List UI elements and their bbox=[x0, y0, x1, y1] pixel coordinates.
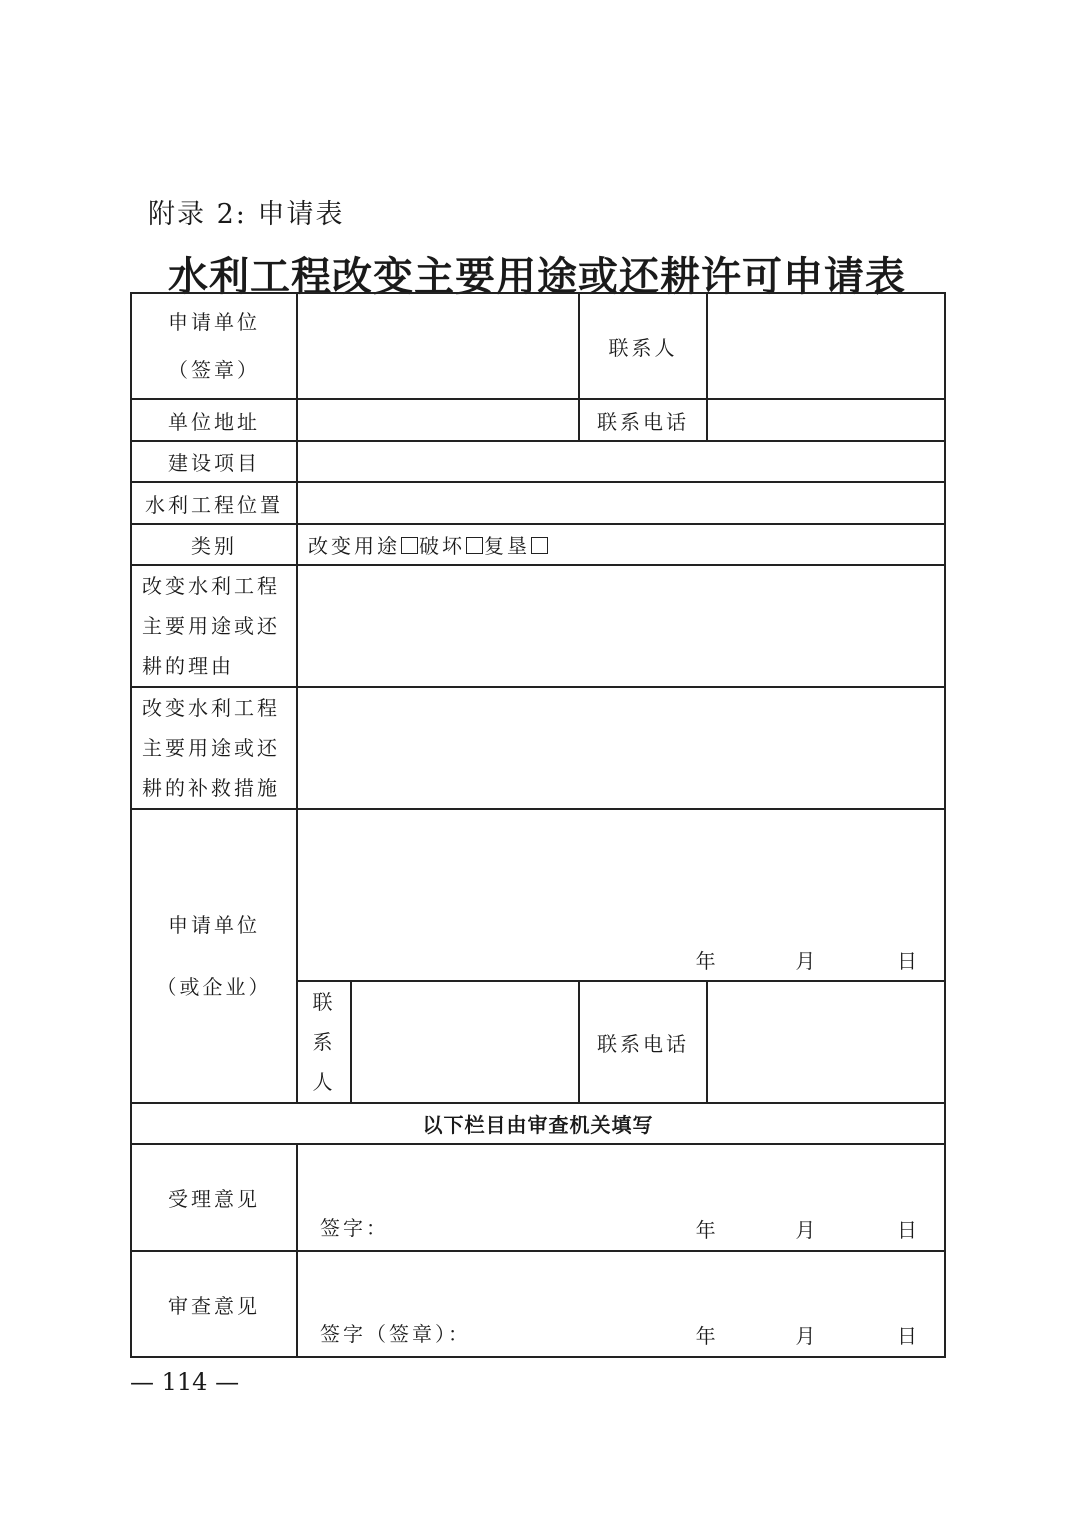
company-label-note: （或企业） bbox=[156, 975, 272, 999]
application-form-table bbox=[130, 292, 946, 1358]
month-label: 月 bbox=[795, 1324, 819, 1348]
option-reclaim-label: 复垦 bbox=[484, 534, 530, 558]
measures-label-cell bbox=[131, 687, 297, 809]
company-date bbox=[696, 945, 920, 974]
day-label: 日 bbox=[897, 949, 921, 973]
day-label: 日 bbox=[897, 1324, 921, 1348]
company-label-cell bbox=[131, 809, 297, 1103]
company-phone-label: 联系电话 bbox=[579, 981, 707, 1103]
acceptance-field[interactable] bbox=[297, 1144, 945, 1251]
acceptance-date bbox=[696, 1214, 920, 1243]
reason-field[interactable] bbox=[297, 565, 945, 687]
applicant-label-cell bbox=[131, 293, 297, 399]
company-contact-label-cell bbox=[297, 981, 351, 1103]
year-label: 年 bbox=[695, 1324, 719, 1348]
acceptance-row bbox=[131, 1144, 945, 1251]
year-label: 年 bbox=[695, 1218, 719, 1242]
measures-label-line: 改变水利工程 bbox=[142, 696, 280, 720]
review-header-row bbox=[131, 1103, 945, 1144]
address-row bbox=[131, 399, 945, 441]
checkbox-reclaim[interactable] bbox=[531, 537, 548, 554]
project-field[interactable] bbox=[297, 441, 945, 482]
measures-field[interactable] bbox=[297, 687, 945, 809]
project-label: 建设项目 bbox=[131, 441, 297, 482]
examination-date bbox=[696, 1320, 920, 1349]
year-label: 年 bbox=[695, 949, 719, 973]
reason-label-cell bbox=[131, 565, 297, 687]
contact-char: 联 bbox=[312, 990, 336, 1014]
company-field[interactable] bbox=[297, 809, 945, 981]
checkbox-change-use[interactable] bbox=[401, 537, 418, 554]
form-title: 水利工程改变主要用途或还耕许可申请表 bbox=[168, 253, 906, 300]
month-label: 月 bbox=[795, 949, 819, 973]
company-contact-field[interactable] bbox=[351, 981, 579, 1103]
phone-field[interactable] bbox=[707, 399, 945, 441]
option-change-use-label: 改变用途 bbox=[308, 534, 400, 558]
reason-label-line: 耕的理由 bbox=[142, 654, 234, 678]
contact-label: 联系人 bbox=[579, 293, 707, 399]
address-label: 单位地址 bbox=[131, 399, 297, 441]
category-label: 类别 bbox=[131, 524, 297, 565]
acceptance-label: 受理意见 bbox=[131, 1144, 297, 1251]
location-field[interactable] bbox=[297, 482, 945, 524]
location-row bbox=[131, 482, 945, 524]
company-label: 申请单位 bbox=[168, 913, 260, 937]
project-row bbox=[131, 441, 945, 482]
examination-field[interactable] bbox=[297, 1251, 945, 1357]
option-damage-label: 破坏 bbox=[419, 534, 465, 558]
contact-char: 系 bbox=[312, 1030, 336, 1054]
measures-label-line: 耕的补救措施 bbox=[142, 776, 280, 800]
category-options bbox=[297, 524, 945, 565]
review-header: 以下栏目由审查机关填写 bbox=[131, 1103, 945, 1144]
applicant-row bbox=[131, 293, 945, 399]
seal-note: （签章） bbox=[168, 358, 260, 382]
reason-row bbox=[131, 565, 945, 687]
contact-field[interactable] bbox=[707, 293, 945, 399]
company-phone-field[interactable] bbox=[707, 981, 945, 1103]
company-row bbox=[131, 809, 945, 981]
month-label: 月 bbox=[795, 1218, 819, 1242]
day-label: 日 bbox=[897, 1218, 921, 1242]
category-row bbox=[131, 524, 945, 565]
examination-sign-label: 签字（签章）： bbox=[320, 1322, 471, 1346]
applicant-field[interactable] bbox=[297, 293, 579, 399]
checkbox-damage[interactable] bbox=[466, 537, 483, 554]
measures-label-line: 主要用途或还 bbox=[142, 736, 280, 760]
page-number: — 114 — bbox=[130, 1368, 240, 1396]
contact-char: 人 bbox=[312, 1070, 336, 1094]
acceptance-sign-label: 签字： bbox=[320, 1216, 389, 1240]
appendix-label: 附录 2: 申请表 bbox=[148, 199, 345, 230]
location-label: 水利工程位置 bbox=[131, 482, 297, 524]
examination-label: 审查意见 bbox=[131, 1251, 297, 1357]
reason-label-line: 主要用途或还 bbox=[142, 614, 280, 638]
measures-row bbox=[131, 687, 945, 809]
reason-label-line: 改变水利工程 bbox=[142, 574, 280, 598]
phone-label: 联系电话 bbox=[579, 399, 707, 441]
applicant-label: 申请单位 bbox=[168, 310, 260, 334]
examination-row bbox=[131, 1251, 945, 1357]
address-field[interactable] bbox=[297, 399, 579, 441]
